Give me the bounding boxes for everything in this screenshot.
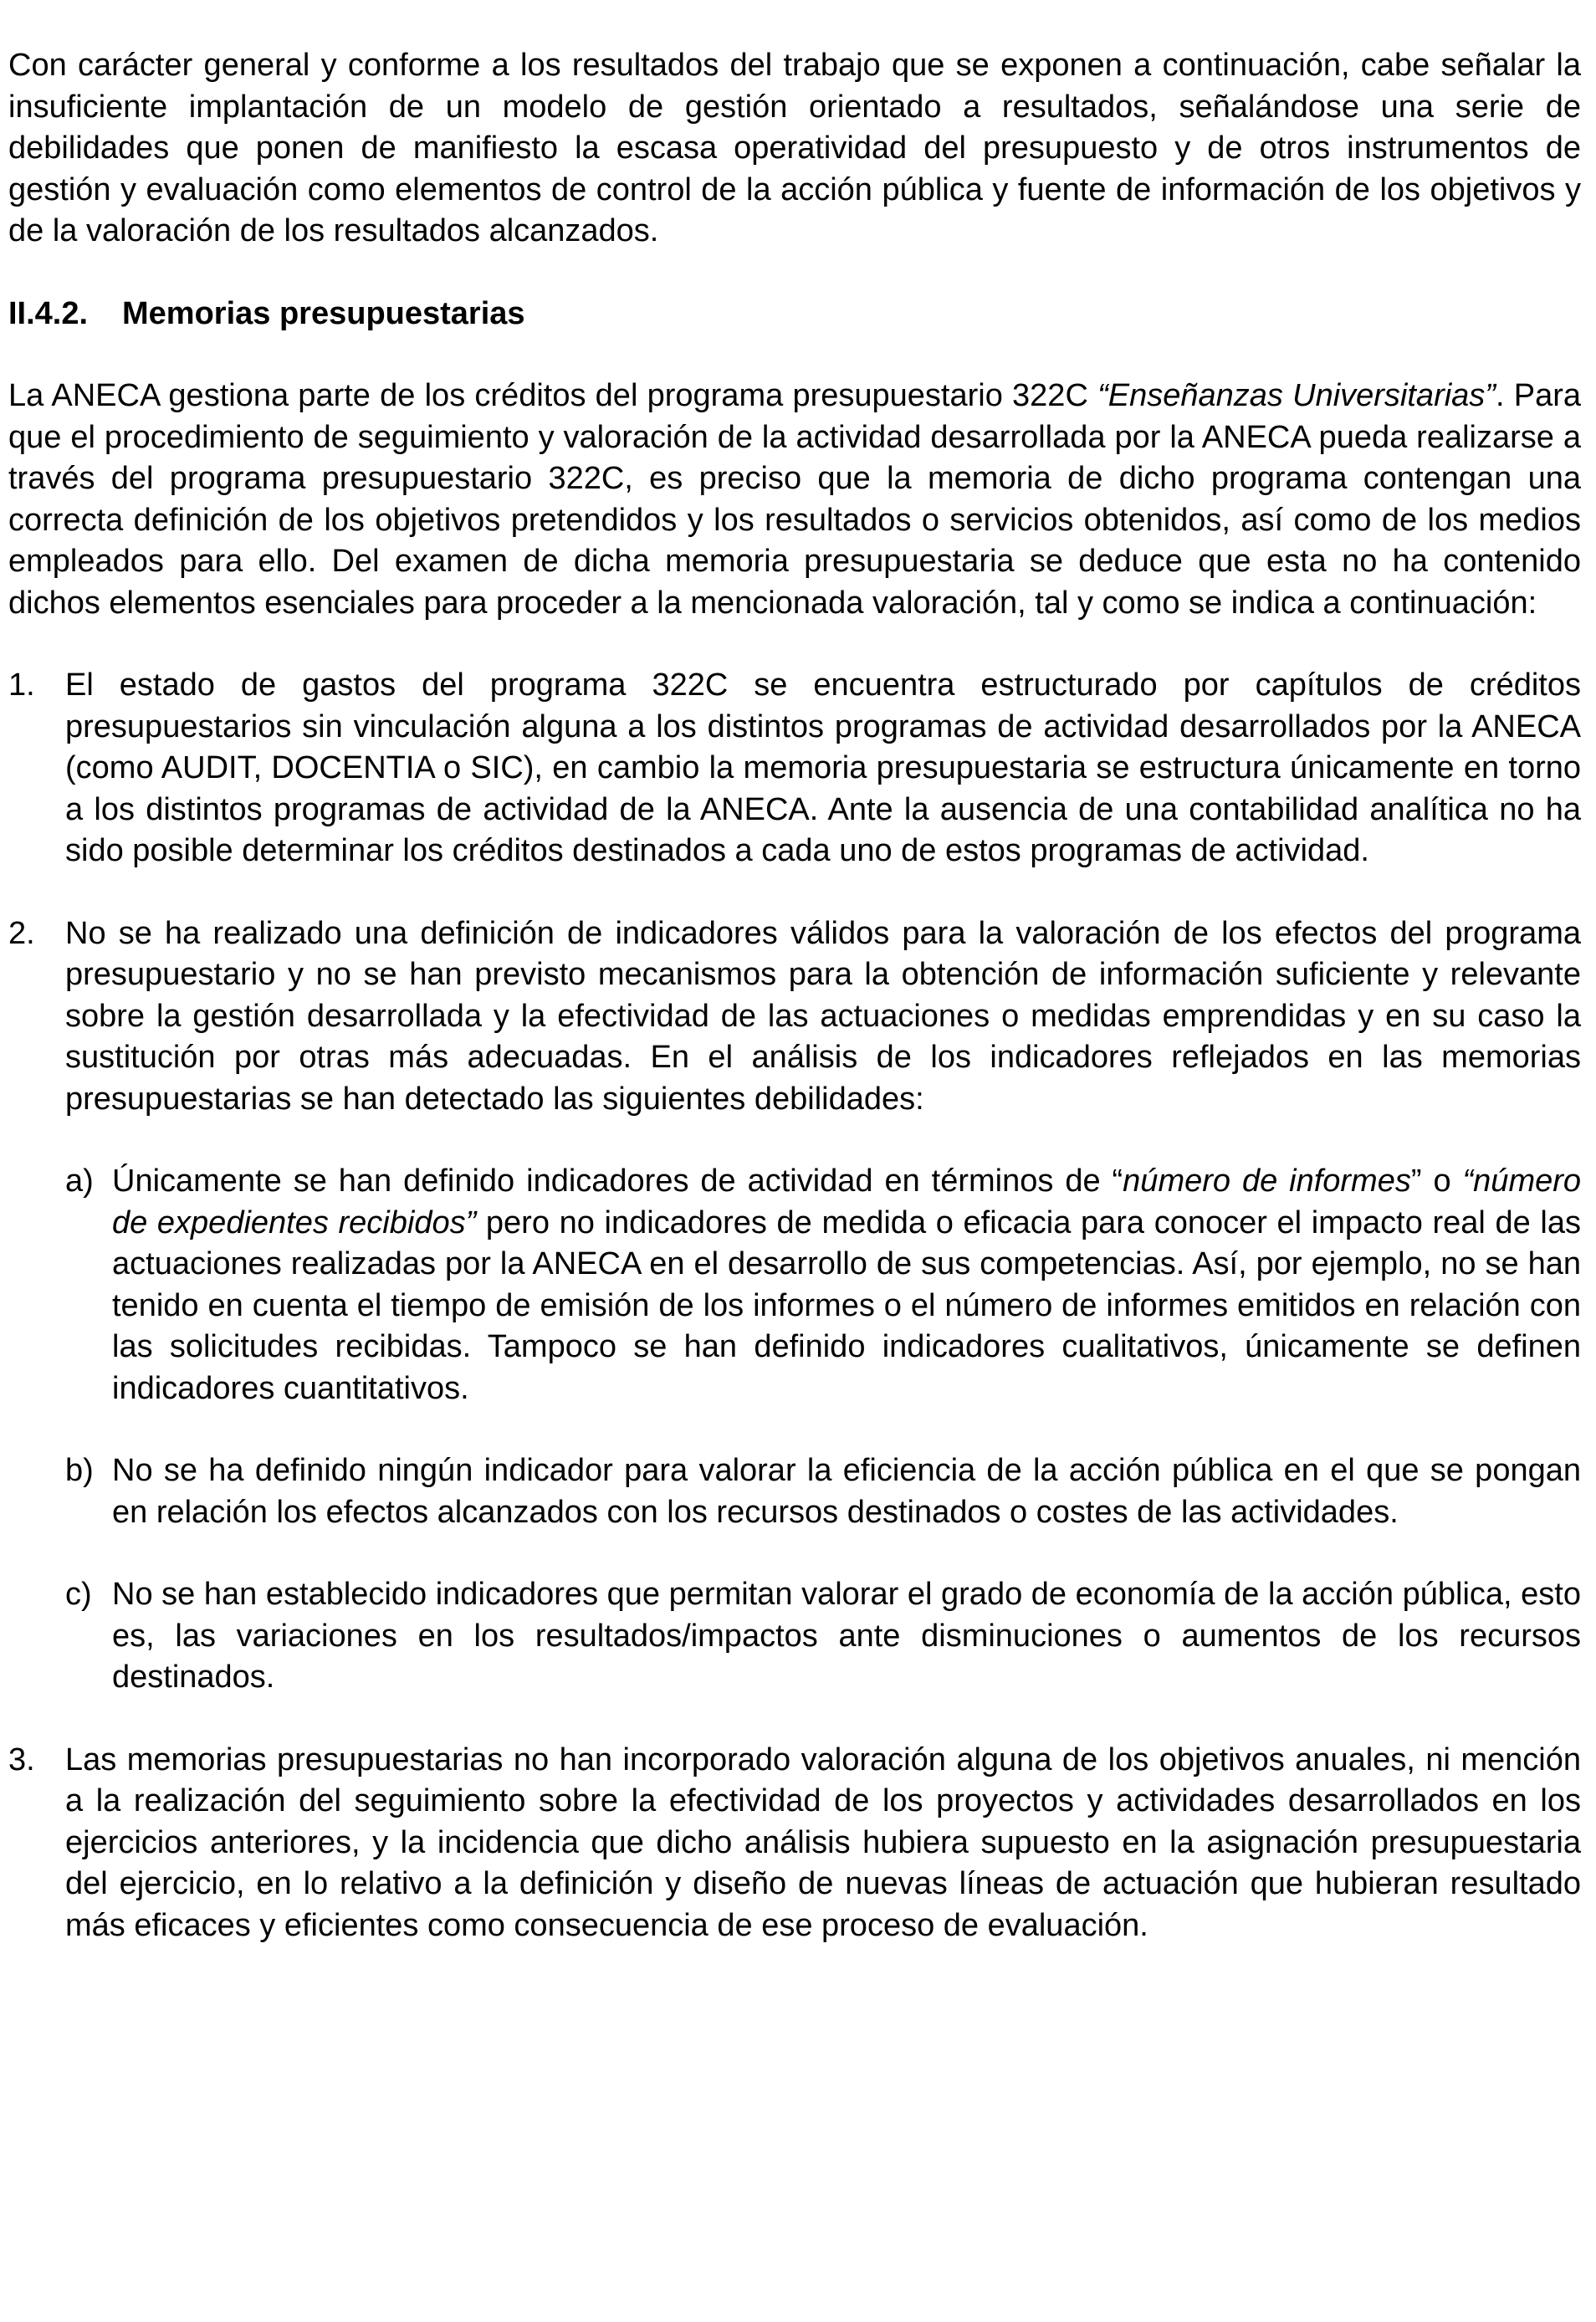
section-paragraph-lead: La ANECA gestiona parte de los créditos del programa presupuestario 322C — [8, 378, 1098, 413]
sub-item-a — [65, 1161, 1581, 1409]
intro-paragraph: Con carácter general y conforme a los resultados del trabajo que se exponen a continuación, cabe señalar la insuficiente implantación de un modelo de gestión orientado a resultados, señalándose una serie de debilidades que ponen de manifiesto la escasa operatividad del presupuesto y de otros instrumentos de gestión y evaluación como elementos de control de la acción pública y fuente de información de los objetivos y de la valoración de los resultados alcanzados. — [8, 48, 1581, 248]
sub-item-text: No se han establecido indicadores que permitan valorar el grado de economía de la acción pública, esto es, las variaciones en los resultados/impactos ante disminuciones o aumentos de los recursos destinados. — [112, 1577, 1581, 1695]
list-marker: 1. — [8, 667, 35, 703]
sub-item-b — [65, 1450, 1581, 1533]
section-paragraph-rest: . Para que el procedimiento de seguimiento y valoración de la actividad desarrollada por la ANECA pueda realizarse a través del programa presupuestario 322C, es preciso que la memoria de dicho programa contengan una correcta definición de los objetivos pretendidos y los resultados o servicios obtenidos, así como de los medios empleados para ello. Del examen de dicha memoria presupuestaria se deduce que esta no ha contenido dichos elementos esenciales para proceder a la mencionada valoración, tal y como se indica a continuación: — [8, 378, 1581, 621]
list-item-text: El estado de gastos del programa 322C se encuentra estructurado por capítulos de créditos presupuestarios sin vinculación alguna a los distintos programas de actividad desarrollados por la ANECA (como AUDIT, DOCENTIA o SIC), en cambio la memoria presupuestaria se estructura únicamente en torno a los distintos programas de actividad de la ANECA. Ante la ausencia de una contabilidad analítica no ha sido posible determinar los créditos destinados a cada uno de estos programas de actividad. — [65, 667, 1581, 868]
list-item-text: No se ha realizado una definición de indicadores válidos para la valoración de los efectos del programa presupuestario y no se han previsto mecanismos para la obtención de información suficiente y relevante sobre la gestión desarrollada y la efectividad de las actuaciones o medidas emprendidas y en su caso la sustitución por otras más adecuadas. En el análisis de los indicadores reflejados en las memorias presupuestarias se han detectado las siguientes debilidades: — [65, 915, 1581, 1117]
program-name: “Enseñanzas Universitarias” — [1097, 378, 1496, 413]
sub-marker: a) — [65, 1164, 94, 1199]
section-title: Memorias presupuestarias — [122, 295, 525, 331]
sub-item-text — [112, 1161, 1581, 1409]
document-page — [8, 45, 1581, 1987]
list-item-3 — [8, 1740, 1581, 1947]
section-paragraph — [8, 376, 1581, 624]
section-number: II.4.2. — [8, 295, 89, 331]
sub-item-italic: número de informes — [1123, 1164, 1411, 1199]
list-marker: 2. — [8, 915, 35, 951]
sub-item-text-part: Únicamente se han definido indicadores de actividad en términos de “ — [112, 1164, 1123, 1199]
sub-item-text-part: pero no indicadores de medida o eficacia para conocer el impacto real de las actuaciones realizadas por la ANECA en el desarrollo de sus competencias. Así, por ejemplo, no se han tenido en cuenta el tiempo de emisión de los informes o el número de informes emitidos en relación con las solicitudes recibidas. Tampoco se han definido indicadores cualitativos, únicamente se definen indicadores cuantitativos. — [112, 1204, 1581, 1406]
sub-marker: b) — [65, 1453, 94, 1488]
sub-item-italic: “número de expedientes recibidos” — [112, 1164, 1582, 1240]
list-item-2 — [8, 913, 1581, 1699]
list-marker: 3. — [8, 1742, 35, 1777]
sub-marker: c) — [65, 1577, 92, 1612]
sub-item-text-part: ” o — [1410, 1164, 1463, 1199]
list-item-1 — [8, 665, 1581, 872]
sub-item-c — [65, 1574, 1581, 1699]
list-item-text: Las memorias presupuestarias no han incorporado valoración alguna de los objetivos anuales, ni mención a la realización del seguimiento sobre la efectividad de los proyectos y actividades desarrollados en los ejercicios anteriores, y la incidencia que dicho análisis hubiera supuesto en la asignación presupuestaria del ejercicio, en lo relativo a la definición y diseño de nuevas líneas de actuación que hubieran resultado más eficaces y eficientes como consecuencia de ese proceso de evaluación. — [65, 1742, 1581, 1943]
section-heading — [8, 294, 1581, 335]
sub-item-text: No se ha definido ningún indicador para valorar la eficiencia de la acción pública en el que se pongan en relación los efectos alcanzados con los recursos destinados o costes de las actividades. — [112, 1453, 1581, 1530]
sub-list — [65, 1161, 1581, 1699]
